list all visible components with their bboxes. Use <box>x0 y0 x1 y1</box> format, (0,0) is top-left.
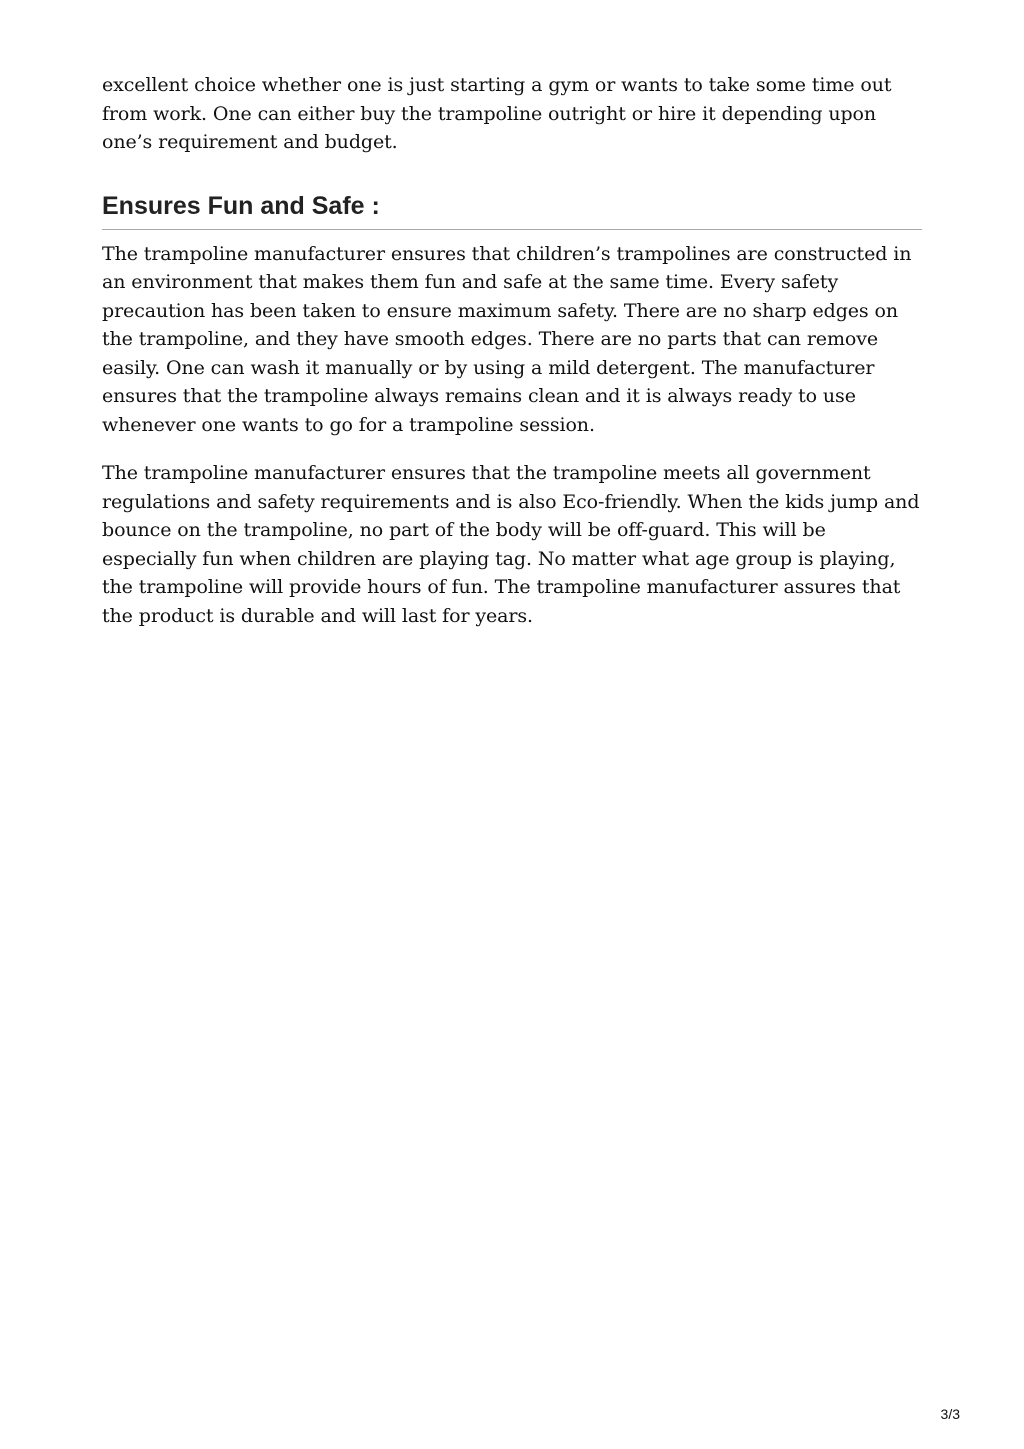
section-paragraph-2: The trampoline manufacturer ensures that the trampoline meets all government regulations and safety requirements and is also Eco-friendly. When the kids jump and bounce on the trampoline, no part of the body will be off-guard. This will be especially fun when children are playing tag. No matter what age group is playing, the trampoline will provide hours of fun. The trampoline manufacturer assures that the product is durable and will last for years. <box>102 462 920 627</box>
document-body <box>102 71 922 650</box>
section-heading: Ensures Fun and Safe : <box>102 191 380 220</box>
intro-paragraph: excellent choice whether one is just starting a gym or wants to take some time out from work. One can either buy the trampoline outright or hire it depending upon one’s requirement and budget. <box>102 74 892 153</box>
heading-divider <box>102 229 922 230</box>
section-paragraph-1: The trampoline manufacturer ensures that children’s trampolines are constructed in an environment that makes them fun and safe at the same time. Every safety precaution has been taken to ensure maximum safety. There are no sharp edges on the trampoline, and they have smooth edges. There are no parts that can remove easily. One can wash it manually or by using a mild detergent. The manufacturer ensures that the trampoline always remains clean and it is always ready to use whenever one wants to go for a trampoline session. <box>102 242 912 436</box>
page-number: 3/3 <box>940 1406 960 1422</box>
